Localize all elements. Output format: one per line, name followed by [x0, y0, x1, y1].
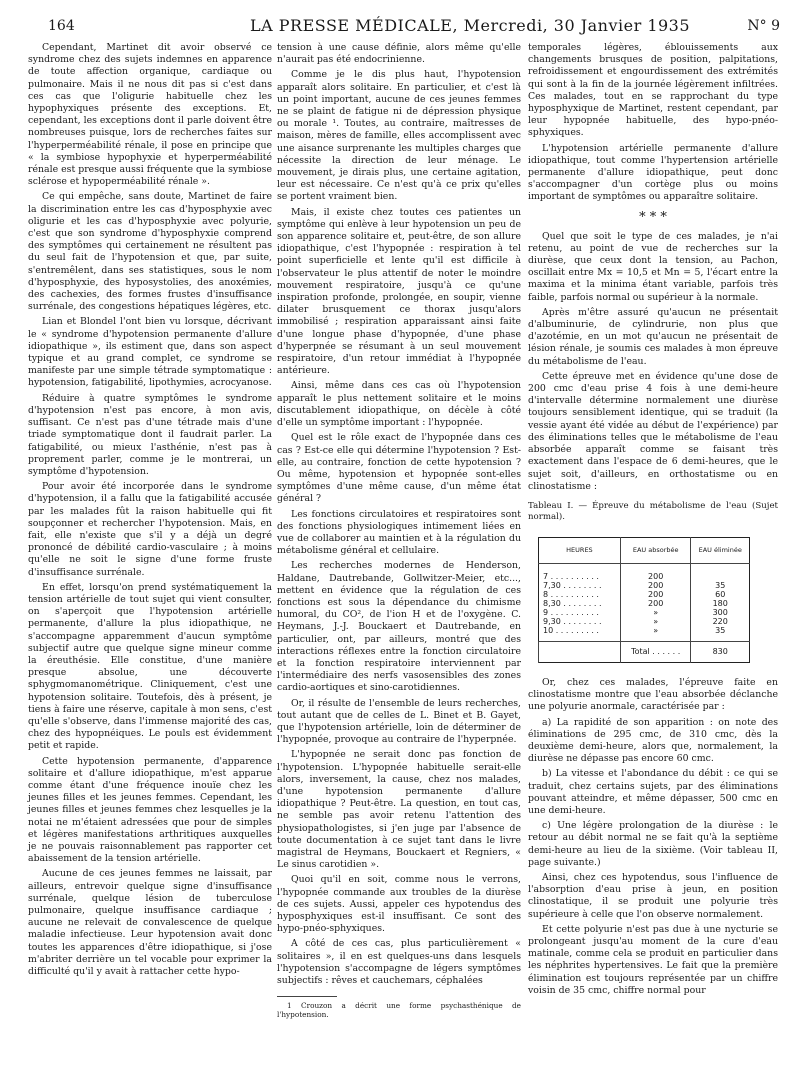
paragraph: Comme je le dis plus haut, l'hypotension apparaît alors solitaire. En particulier, et c'est là un point important, aucune de ces jeunes femmes ne se plaint de fatigue ni de dépression physique ou morale ¹. Toutes, au contraire, maîtresses de maison, mères de famille, elles accomplissent avec une aisance surprenante les multiples charges que nécessite la direction de leur ménage. Le mouvement, je dirais plus, une certaine agitation, leur est nécessaire. Ce n'est qu'à ce prix qu'elles se portent vraiment bien. [277, 69, 521, 203]
page-header [18, 10, 786, 38]
table-cell: 200 [620, 563, 691, 581]
paragraph: Or, il résulte de l'ensemble de leurs recherches, tout autant que de celles de L. Binet et B. Gayet, que l'hypotension artérielle, loin de déterminer de l'hypopnée, provoque au contraire de l'hyperpnée. [277, 697, 521, 746]
table-caption: Tableau I. — Épreuve du métabolisme de l'eau (Sujet normal). [528, 500, 778, 522]
table-row [539, 599, 750, 608]
table-cell [539, 641, 621, 662]
paragraph: Les recherches modernes de Henderson, Haldane, Dautrebande, Gollwitzer-Meier, etc..., mettent en évidence que la régulation de ces fonctions est sous la dépendance du chimisme humoral, du CO², de l'ion H et de l'oxygène. C. Heymans, J.-J. Bouckaert et Dautrebande, en particulier, ont, par ailleurs, montré que des interactions réflexes entre la fonction circulatoire et la fonction respiratoire interviennent par l'intermédiaire des nerfs vasosensibles des zones cardio-aortiques et sino-carotidiennes. [277, 560, 521, 694]
journal-title: LA PRESSE MÉDICALE, Mercredi, 30 Janvier 1935 [250, 16, 691, 35]
paragraph: Quel que soit le type de ces malades, je n'ai retenu, au point de vue de recherches sur la diurèse, que ceux dont la tension, au Pachon, oscillait entre Mx = 10,5 et Mn = 5, l'écart entre la maxima et la minima étant variable, parfois très faible, parfois normal ou supérieur à la normale. [528, 230, 778, 303]
table-cell: 200 [620, 590, 691, 599]
paragraph: Quoi qu'il en soit, comme nous le verrons, l'hypopnée commande aux troubles de la diurèse de ces sujets. Aussi, appeler ces hypotendus des hyposphyxiques est-il insuffisant. Ce sont des hypo-pnéo-sphyxiques. [277, 874, 521, 935]
paragraph: tension à une cause définie, alors même qu'elle n'aurait pas été endocrinienne. [277, 42, 521, 66]
paragraph: Mais, il existe chez toutes ces patientes un symptôme qui enlève à leur hypotension un peu de son apparence solitaire et, peut-être, de son allure idiopathique, c'est l'hypopnée : respiration à tel point superficielle et lente qu'il est difficile à l'observateur le plus attentif de noter le moindre mouvement respiratoire, jusqu'à ce qu'une inspiration profonde, prolongée, en soupir, vienne dilater brusquement ce thorax jusqu'alors immobilisé ; respiration apparaissant ainsi faite d'une longue phase d'hypopnée, d'une phase d'hyperpnée se résumant à un seul mouvement respiratoire, d'un retour immédiat à l'hypopnée antérieure. [277, 206, 521, 377]
paragraph: Réduire à quatre symptômes le syndrome d'hypotension n'est pas encore, à mon avis, suffisant. Ce n'est pas d'une tétrade mais d'une triade symptomatique dont il faudrait parler. La fatigabilité, ou mieux l'asthénie, n'est pas à proprement parler, comme je le montrerai, un symptôme d'hypotension. [28, 392, 272, 477]
column-3 [528, 42, 778, 997]
footnote: 1 Crouzon a décrit une forme psychasthénique de l'hypotension. [277, 1001, 521, 1020]
table-row [539, 581, 750, 590]
paragraph: b) La vitesse et l'abondance du débit : ce qui se traduit, chez certains sujets, par des éliminations pouvant atteindre, et même dépasser, 500 cmc en une demi-heure. [528, 768, 778, 816]
total-label: Total . . . . . . [620, 641, 691, 662]
paragraph: Ainsi, chez ces hypotendus, sous l'influence de l'absorption d'eau prise à jeun, en position clinostatique, il se produit une polyurie très supérieure à celle que l'on observe normalement. [528, 871, 778, 920]
table-cell: 220 [691, 617, 750, 626]
table-header: EAU absorbée [620, 537, 691, 563]
paragraph: Après m'être assuré qu'aucun ne présentait d'albuminurie, de cylindrurie, non plus que d'azotémie, en un mot qu'aucun ne présentait de lésion rénale, je soumis ces malades à mon épreuve du métabolisme de l'eau. [528, 306, 778, 367]
section-break-asterisks: * * * [639, 209, 667, 225]
paragraph: Ce qui empêche, sans doute, Martinet de faire la discrimination entre les cas d'hyposphyxie avec oligurie et les cas d'hyposphyxie avec polyurie, c'est que son syndrome d'hyposphyxie comprend des symptômes qui certainement ne résultent pas du seul fait de l'hypotension et que, par suite, s'entremêlent, dans ses statistiques, sous le nom d'hyposphyxie, des hyposystolies, des anoxémies, des cachexies, des formes frustes d'insuffisance surrénale, des congestions hépatiques légères, etc. [28, 191, 272, 313]
paragraph: Cette hypotension permanente, d'apparence solitaire et d'allure idiopathique, m'est apparue comme étant d'une fréquence inouïe chez les jeunes filles et les jeunes femmes. Cependant, les jeunes filles et jeunes femmes chez lesquelles je la notai ne m'étaient adressées que pour de simples et légères manifestations arthritiques auxquelles je ne pouvais raisonnablement pas rapporter cet abaissement de la tension artérielle. [28, 755, 272, 865]
table-cell: 8 . . . . . . . . . . [543, 589, 599, 599]
table-total-row [539, 641, 750, 662]
table-header: HEURES [539, 537, 621, 563]
table-cell: 8,30 . . . . . . . . [543, 598, 602, 608]
paragraph: Or, chez ces malades, l'épreuve faite en clinostatisme montre que l'eau absorbée déclanche une polyurie anormale, caractérisée par : [528, 676, 778, 713]
table-cell: 10 . . . . . . . . . [543, 625, 599, 635]
table-cell: 9 . . . . . . . . . . [543, 607, 599, 617]
paragraph: Quel est le rôle exact de l'hypopnée dans ces cas ? Est-ce elle qui détermine l'hypotension ? Est-elle, au contraire, fonction de cette hypotension ? Ou même, hypotension et hypopnée sont-elles symptômes d'une même cause, d'un même état général ? [277, 432, 521, 505]
table-cell: 200 [620, 599, 691, 608]
table-cell [691, 563, 750, 581]
table-cell: » [620, 626, 691, 642]
paragraph: Pour avoir été incorporée dans le syndrome d'hypotension, il a fallu que la fatigabilité accusée par les malades fût la raison habituelle qui fit soupçonner et rechercher l'hypotension. Mais, en fait, elle n'existe que s'il y a déjà un degré prononcé de débilité cardio-vasculaire ; à moins qu'elle ne soit le signe d'une forme fruste d'insuffisance surrénale. [28, 481, 272, 578]
paragraph: Cette épreuve met en évidence qu'une dose de 200 cmc d'eau prise 4 fois à une demi-heure d'intervalle détermine normalement une diurèse toujours sensiblement identique, qui se traduit (la vessie ayant été vidée au début de l'expérience) par des éliminations telles que le métabolisme de l'eau absorbée apparaît comme se faisant très exactement dans l'espace de 6 demi-heures, que le sujet soit, d'ailleurs, en orthostatisme ou en clinostatisme : [528, 370, 778, 492]
table-cell: 35 [691, 581, 750, 590]
water-metabolism-table [538, 537, 750, 663]
paragraph: A côté de ces cas, plus particulièrement « solitaires », il en est quelques-uns dans lesquels l'hypotension s'accompagne de légers symptômes subjectifs : rêves et cauchemars, céphalées [277, 938, 521, 987]
table-header: EAU éliminée [691, 537, 750, 563]
paragraph: L'hypotension artérielle permanente d'allure idiopathique, tout comme l'hypertension artérielle permanente d'allure idiopathique, peut donc s'accompagner d'un cortège plus ou moins important de symptômes ou apparaître solitaire. [528, 142, 778, 203]
table-header-row [539, 537, 750, 563]
paragraph: Les fonctions circulatoires et respiratoires sont des fonctions physiologiques intimement liées en vue de collaborer au maintien et à la régulation du métabolisme général et cellulaire. [277, 508, 521, 557]
paragraph: Lian et Blondel l'ont bien vu lorsque, décrivant le « syndrome d'hypotension permanente d'allure idiopathique », ils estiment que, dans son aspect typique et au grand complet, ce syndrome se manifeste par une simple tétrade symptomatique : hypotension, fatigabilité, lipothymies, acrocyanose. [28, 316, 272, 389]
table-cell: 200 [620, 581, 691, 590]
table-row [539, 563, 750, 581]
paragraph: c) Une légère prolongation de la diurèse : le retour au débit normal ne se fait qu'à la septième demi-heure au lieu de la sixième. (Voir tableau II, page suivante.) [528, 820, 778, 868]
table-cell: 180 [691, 599, 750, 608]
table-row [539, 608, 750, 617]
table-cell: 7,30 . . . . . . . . [543, 580, 602, 590]
paragraph: Et cette polyurie n'est pas due à une nycturie se prolongeant jusqu'au moment de la cure d'eau matinale, comme cela se produit en particulier dans les néphrites hypertensives. Le fait que la première élimination est toujours représentée par un chiffre voisin de 35 cmc, chiffre normal pour [528, 923, 778, 996]
paragraph: Ainsi, même dans ces cas où l'hypotension apparaît le plus nettement solitaire et le moins discutablement idiopathique, on décèle à côté d'elle un symptôme important : l'hypopnée. [277, 380, 521, 429]
table-cell: 60 [691, 590, 750, 599]
table-cell: 35 [691, 626, 750, 642]
paragraph: Aucune de ces jeunes femmes ne laissait, par ailleurs, entrevoir quelque signe d'insuffisance surrénale, quelque lésion de tuberculose pulmonaire, quelque insuffisance cardiaque ; aucune ne relevait de convalescence de quelque maladie infectieuse. Leur hypotension avait donc toutes les apparences d'être idiopathique, si j'ose m'abriter derrière un tel vocable pour exprimer la difficulté qu'il y avait à rattacher cette hypo- [28, 868, 272, 978]
table-cell: 9,30 . . . . . . . . [543, 616, 602, 626]
table-cell: » [620, 608, 691, 617]
column-2 [277, 42, 521, 1020]
paragraph: a) La rapidité de son apparition : on note des éliminations de 295 cmc, de 310 cmc, dès la deuxième demi-heure, alors que, normalement, la diurèse ne dépasse pas encore 60 cmc. [528, 716, 778, 765]
table-row [539, 626, 750, 642]
table-row [539, 590, 750, 599]
total-value: 830 [691, 641, 750, 662]
issue-number: N° 9 [747, 18, 780, 34]
table-cell: » [620, 617, 691, 626]
paragraph: En effet, lorsqu'on prend systématiquement la tension artérielle de tout sujet qui vient consulter, on s'aperçoit que l'hypotension artérielle permanente, d'allure la plus idiopathique, ne s'accompagne apparemment d'aucun symptôme subjectif autre que quelque signe mineur comme la éreuthésie. Elle constitue, d'une manière presque absolue, une découverte sphygmomanométrique. Cliniquement, c'est une hypotension solitaire. Toutefois, dès à présent, je tiens à faire une réserve, capitale à mon sens, c'est qu'elle s'observe, dans l'immense majorité des cas, chez des hypopnéiques. Le pouls est évidemment petit et rapide. [28, 581, 272, 752]
paragraph: L'hypopnée ne serait donc pas fonction de l'hypotension. L'hypopnée habituelle serait-elle alors, inversement, la cause, chez nos malades, d'une hypotension permanente d'allure idiopathique ? Peut-être. La question, en tout cas, ne semble pas avoir retenu l'attention des physiopathologistes, si j'en juge par l'absence de toute documentation à ce sujet tant dans le livre magistral de Heymans, Bouckaert et Regniers, « Le sinus carotidien ». [277, 749, 521, 871]
paragraph: Cependant, Martinet dit avoir observé ce syndrome chez des sujets indemnes en apparence de toute affection organique, cardiaque ou pulmonaire. Mais il ne nous dit pas si c'est dans ces cas que l'oligurie habituelle chez les hypophyxiques présente des exceptions. Et, cependant, les exceptions dont il parle doivent être nombreuses puisque, lors de recherches faites sur l'hyperperméabilité rénale, il pose en principe que « la symbiose hypophyxie et hyperperméabilité rénale est presque aussi fréquente que la symbiose sclérose et hypoperméabilité rénale ». [28, 42, 272, 188]
page-number: 164 [48, 18, 75, 34]
table-cell: 7 . . . . . . . . . . [543, 571, 599, 581]
footnote-rule [277, 996, 337, 997]
paragraph: temporales légères, éblouissements aux changements brusques de position, palpitations, refroidissement et engourdissement des extrémités qui sont à la fin de la journée légèrement infiltrées. Ces malades, tout en se rapprochant du type hyposphyxique de Martinet, restent cependant, par leur hypopnée habituelle, des hypo-pnéo-sphyxiques. [528, 42, 778, 139]
column-1 [28, 42, 272, 978]
table-cell: 300 [691, 608, 750, 617]
table-row [539, 617, 750, 626]
